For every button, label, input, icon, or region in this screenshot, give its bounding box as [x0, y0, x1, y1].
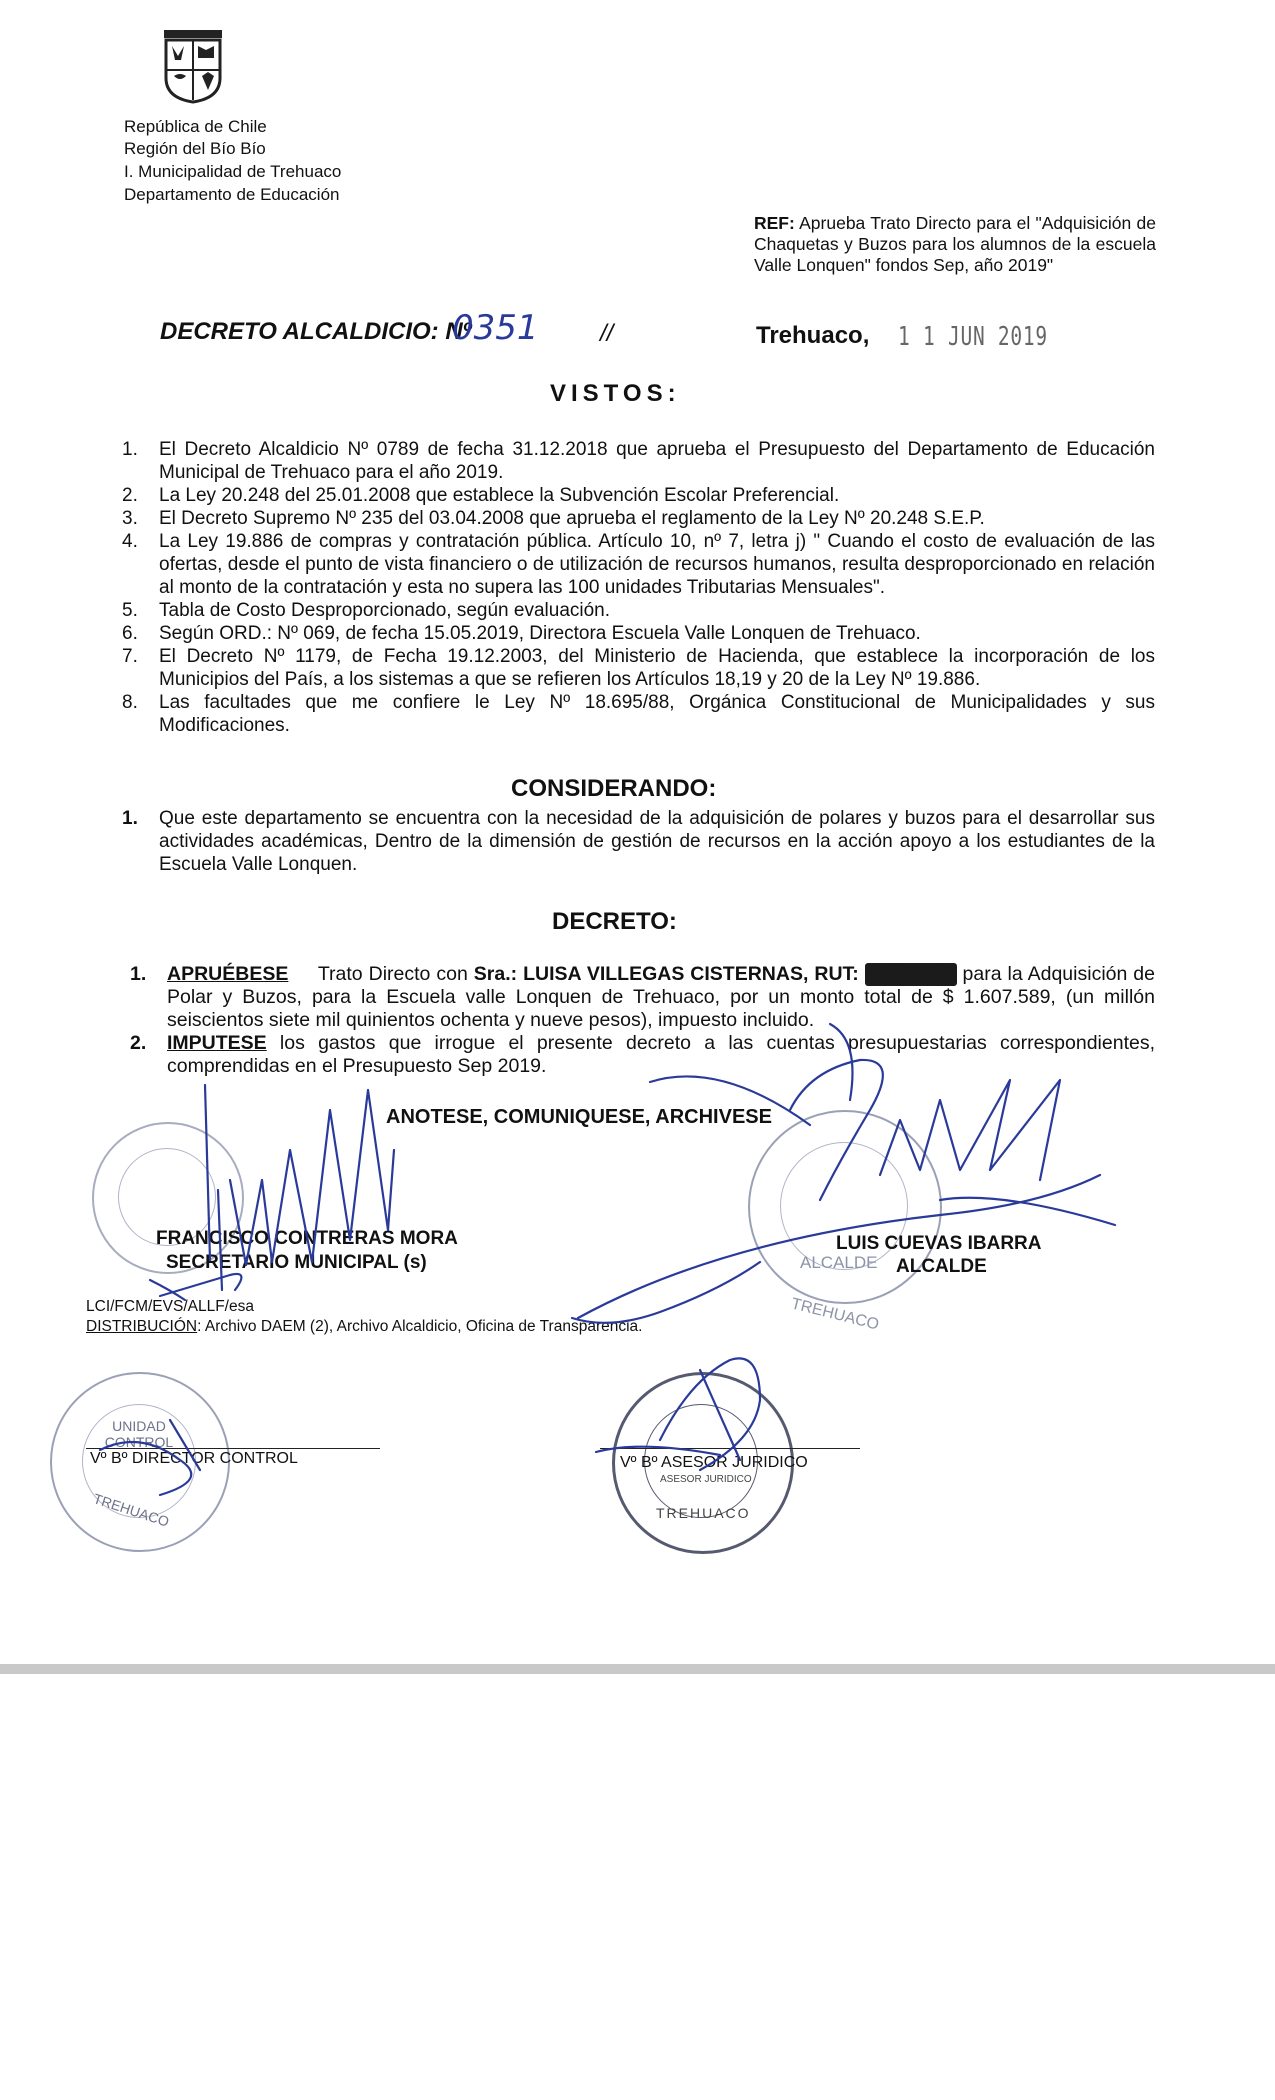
header-line-3: I. Municipalidad de Trehuaco: [124, 162, 342, 181]
decree-city: Trehuaco,: [756, 322, 870, 349]
vistos-heading: VISTOS:: [550, 380, 681, 407]
vistos-item: 3. El Decreto Supremo Nº 235 del 03.04.2008 que aprueba el reglamento de la Ley Nº 20.248 S.E.P.: [122, 508, 985, 529]
ref-label: REF:: [754, 213, 795, 233]
initials-line: LCI/FCM/EVS/ALLF/esa: [86, 1298, 254, 1315]
decreto-heading: DECRETO:: [552, 908, 677, 935]
vistos-item: 4. La Ley 19.886 de compras y contratación pública. Artículo 10, nº 7, letra j) " Cuando el costo de evaluación de las ofertas, desde el punto de vista financiero o de utilización de recursos humanos, resulta desproporcionado en relación al monto de la contratación y esta no supera las 100 unidades Tributarias Mensuales".: [122, 531, 1155, 598]
considerando-heading: CONSIDERANDO:: [511, 775, 717, 802]
distribution-line: DISTRIBUCIÓN: Archivo DAEM (2), Archivo Alcaldicio, Oficina de Transparencia.: [86, 1318, 643, 1335]
header-line-1: República de Chile: [124, 117, 267, 136]
closing-formula: ANOTESE, COMUNIQUESE, ARCHIVESE: [386, 1106, 772, 1128]
vistos-item: 7. El Decreto Nº 1179, de Fecha 19.12.2003, del Ministerio de Hacienda, que establece la incorporación de los Municipios del País, a los sistemas a que se refieren los Artículos 18,19 y 20 de la Ley Nº 19.886.: [122, 646, 1155, 690]
vistos-list: [122, 438, 1155, 737]
decreto-list: [130, 963, 1155, 1078]
juridico-stamp-label: ASESOR JURIDICO: [660, 1474, 752, 1485]
ref-block: [754, 213, 1156, 276]
signer-left-name: FRANCISCO CONTRERAS MORA: [156, 1228, 458, 1249]
alcalde-stamp-label: ALCALDE: [800, 1253, 878, 1272]
header-line-4: Departamento de Educación: [124, 185, 340, 204]
control-signature-line: [86, 1448, 380, 1449]
juridico-stamp-city: TREHUACO: [656, 1505, 751, 1521]
header-line-2: Región del Bío Bío: [124, 139, 266, 158]
considerando-list: [122, 807, 1155, 876]
vb-control-label: Vº Bº DIRECTOR CONTROL: [90, 1450, 298, 1467]
juridico-signature-line: [600, 1448, 860, 1449]
signer-left-title: SECRETARIO MUNICIPAL (s): [166, 1252, 427, 1273]
coat-of-arms-icon: [158, 28, 228, 104]
vistos-item: 2. La Ley 20.248 del 25.01.2008 que establece la Subvención Escolar Preferencial.: [122, 485, 840, 506]
signer-right-name: LUIS CUEVAS IBARRA: [836, 1233, 1042, 1254]
vb-juridico-label: Vº Bº ASESOR JURIDICO: [620, 1454, 808, 1471]
ref-text: Aprueba Trato Directo para el "Adquisición de Chaquetas y Buzos para los alumnos de la escuela Valle Lonquen" fondos Sep, año 2019": [754, 213, 1156, 275]
signer-right-title: ALCALDE: [896, 1256, 987, 1277]
control-stamp-city: TREHUACO: [91, 1490, 172, 1530]
considerando-item: 1. Que este departamento se encuentra con la necesidad de la adquisición de polares y buzos para el desarrollar sus actividades académicas, Dentro de la dimensión de gestión de recursos en la acción apoyo a los estudiantes de la Escuela Valle Lonquen.: [122, 808, 1155, 875]
date-stamp: 1 1 JUN 2019: [898, 322, 1048, 352]
alcalde-stamp-city: TREHUACO: [789, 1295, 881, 1334]
vistos-item: 6. Según ORD.: Nº 069, de fecha 15.05.2019, Directora Escuela Valle Lonquen de Trehuaco.: [122, 623, 921, 644]
vistos-item: 8. Las facultades que me confiere le Ley Nº 18.695/88, Orgánica Constitucional de Municipalidades y sus Modificaciones.: [122, 692, 1155, 736]
control-stamp-label: UNIDAD CONTROL: [104, 1418, 174, 1450]
vistos-item: 1. El Decreto Alcaldicio Nº 0789 de fecha 31.12.2018 que aprueba el Presupuesto del Departamento de Educación Municipal de Trehuaco para el año 2019.: [122, 439, 1155, 483]
decree-number-handwritten: 0351: [452, 308, 539, 348]
scan-edge: [0, 1664, 1275, 1674]
rut-redaction: 767.230-0: [866, 963, 955, 985]
decreto-item-2: 2. IMPUTESE los gastos que irrogue el presente decreto a las cuentas presupuestarias correspondientes, comprendidas en el Presupuesto Sep 2019.: [130, 1032, 1155, 1077]
decree-title: DECRETO ALCALDICIO: Nº: [160, 318, 472, 345]
decreto-item-1: 1. APRUÉBESE Trato Directo con Sra.: LUISA VILLEGAS CISTERNAS, RUT: 767.230-0 para la Adquisición de Polar y Buzos, para la Escuela valle Lonquen de Trehuaco, por un monto total de $ 1.607.589, (un millón seiscientos siete mil quinientos ochenta y nueve pesos), impuesto incluido.: [130, 963, 1155, 1031]
decree-slashes: //: [600, 320, 614, 347]
vistos-item: 5. Tabla de Costo Desproporcionado, según evaluación.: [122, 600, 611, 621]
